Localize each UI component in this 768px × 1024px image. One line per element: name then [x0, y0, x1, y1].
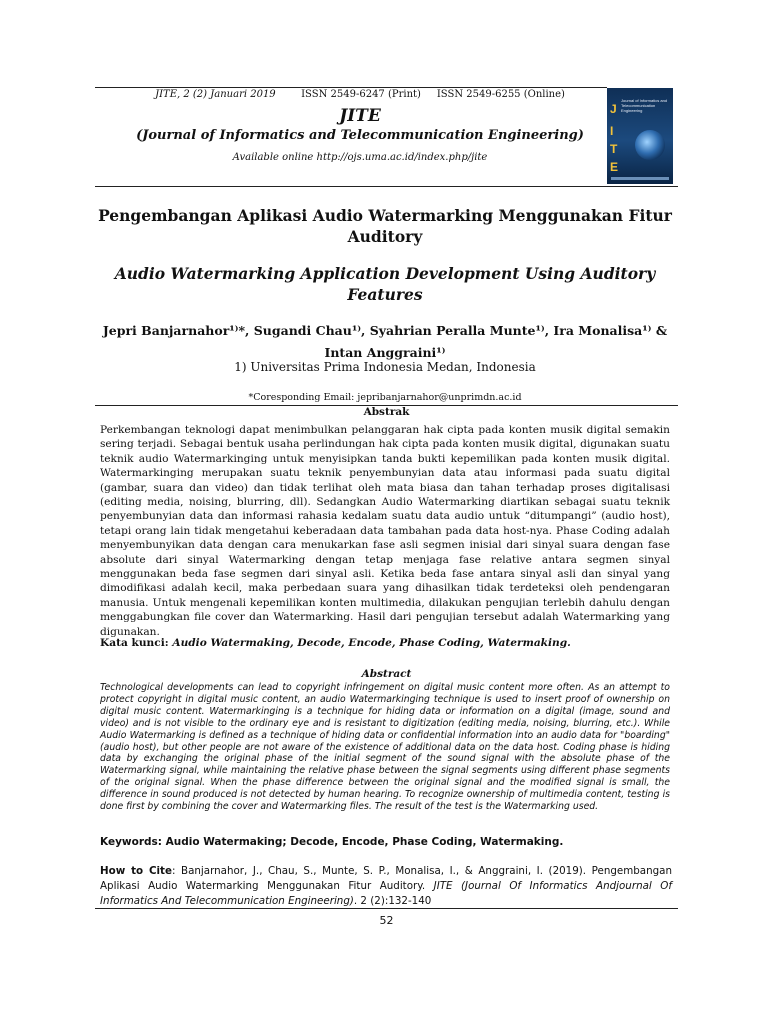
cover-title: Journal of Informatics and Telecommunication Engineering [621, 98, 668, 113]
header-bottom-rule [95, 186, 678, 187]
cover-letter-i: I [610, 124, 614, 138]
paper-title-english: Audio Watermarking Application Development Using Auditory Features [114, 264, 656, 304]
abstract-id-body: Perkembangan teknologi dapat menimbulkan pelanggaran hak cipta pada konten musik digital semakin sering terjadi. Sebagai bentuk usaha perlindungan hak cipta pada konten musik digital, digunakan suatu teknik audio Watermarkinging untuk menyisipkan tanda bukti kepemilikan pada konten musik digital. Watermarkinging merupakan suatu teknik penyembunyian data atau informasi pada suatu digital (gambar, suara dan video) dan tidak terlihat oleh mata biasa dan tahan terhadap proses digitalisasi (editing media, noising, blurring, dll). Sedangkan Audio Watermarking diartikan sebagai suatu teknik penyembunyian data dan informasi rahasia kedalam suatu data audio untuk “ditumpangi” (audio host), tetapi orang lain tidak mengetahui keberadaan data tambahan pada data host-nya. Phase Coding adalah menyembunyikan data dengan cara menukarkan fase asli segmen inisial dari sinyal suara dengan fase absolute dari sinyal Watermarking dengan tetap menjaga fase relative antara segmen sinyal menggunakan beda fase segmen dari sinyal asli. Ketika beda fase antara sinyal asli dan sinyal yang dimodifikasi adalah kecil, maka perbedaan suara yang dihasilkan tidak terdeteksi oleh pendengaran manusia. Untuk mengenali kepemilikan konten multimedia, dilakukan pengujian terlebih dahulu dengan menggabungkan file cover dan Watermarking. Hasil dari pengujian tersebut adalah Watermarking yang digunakan. [100, 424, 670, 638]
abstract-en-heading: Abstract [361, 668, 412, 680]
cover-letter-t: T [610, 142, 618, 156]
cover-letter-e: E [610, 160, 619, 174]
paper-title-indonesian: Pengembangan Aplikasi Audio Watermarking Menggunakan Fitur Auditory [98, 206, 672, 246]
how-to-cite-volume: . 2 (2):132-140 [353, 895, 432, 907]
author-line-1: Jepri Banjarnahor¹⁾*, Sugandi Chau¹⁾, Syahrian Peralla Munte¹⁾, Ira Monalisa¹⁾ & [102, 323, 668, 338]
abstract-en-body: Technological developments can lead to copyright infringement on digital music content more often. As an attempt to protect copyright in digital music content, an audio Watermarkinging technique is used to insert proof of ownership on digital music content. Watermarkinging is a technique for hiding data or information on a digital (image, sound and video) and is not visible to the ordinary eye and is resistant to digitization (editing media, noising, blurring, etc.). While Audio Watermarking is defined as a technique of hiding data or confidential information into an audio data for "boarding" (audio host), but other people are not aware of the existence of additional data on the data host. Coding phase is hiding data by exchanging the original phase of the initial segment of the sound signal with the absolute phase of the Watermarking signal, while maintaining the relative phase between the signal segments using different phase segments of the original signal. When the phase difference between the original signal and the modified signal is small, the difference in sound produced is not detected by human hearing. To recognize ownership of multimedia content, testing is done first by combining the cover and Watermarking files. The result of the test is the Watermarking used. [100, 682, 670, 813]
how-to-cite [100, 864, 672, 909]
keywords-id [100, 637, 670, 649]
keywords-id-values: Audio Watermaking, Decode, Encode, Phase Coding, Watermaking. [172, 637, 571, 649]
journal-citation: JITE, 2 (2) Januari 2019 [155, 89, 276, 100]
cover-letter-j: J [610, 102, 617, 116]
how-to-cite-label: How to Cite [100, 865, 172, 877]
footer-rule [95, 908, 678, 909]
journal-short-name: JITE [339, 106, 381, 126]
issn-print: ISSN 2549-6247 (Print) [301, 89, 421, 100]
page-number: 52 [379, 914, 394, 927]
journal-meta-line [95, 89, 625, 100]
cover-globe-graphic [635, 130, 665, 160]
author-list [95, 320, 675, 364]
how-to-cite-text: : Banjarnahor, J., Chau, S., Munte, S. P., Monalisa, I., & Anggraini, I. (2019). Pengembangan Aplikasi Audio Watermarking Menggunakan Fitur Auditory. [100, 865, 672, 892]
issn-online: ISSN 2549-6255 (Online) [436, 89, 565, 100]
header-top-rule [95, 87, 607, 88]
author-line-2: Intan Anggraini¹⁾ [324, 345, 446, 360]
journal-available-online: Available online http://ojs.uma.ac.id/index.php/jite [232, 152, 488, 163]
author-affiliation: 1) Universitas Prima Indonesia Medan, Indonesia [234, 360, 536, 374]
journal-cover-image [607, 88, 673, 184]
keywords-id-label: Kata kunci: [100, 637, 173, 649]
cover-footer-bar [611, 177, 669, 180]
journal-full-name: (Journal of Informatics and Telecommunication Engineering) [136, 128, 584, 143]
abstract-id-heading: Abstrak [363, 406, 410, 418]
corresponding-email: *Coresponding Email: jepribanjarnahor@unprimdn.ac.id [248, 392, 522, 403]
how-to-cite-journal: JITE (Journal Of Informatics Andjournal Of Informatics And Telecommunication Engineering) [100, 880, 672, 907]
keywords-en: Keywords: Audio Watermaking; Decode, Encode, Phase Coding, Watermaking. [100, 836, 564, 848]
